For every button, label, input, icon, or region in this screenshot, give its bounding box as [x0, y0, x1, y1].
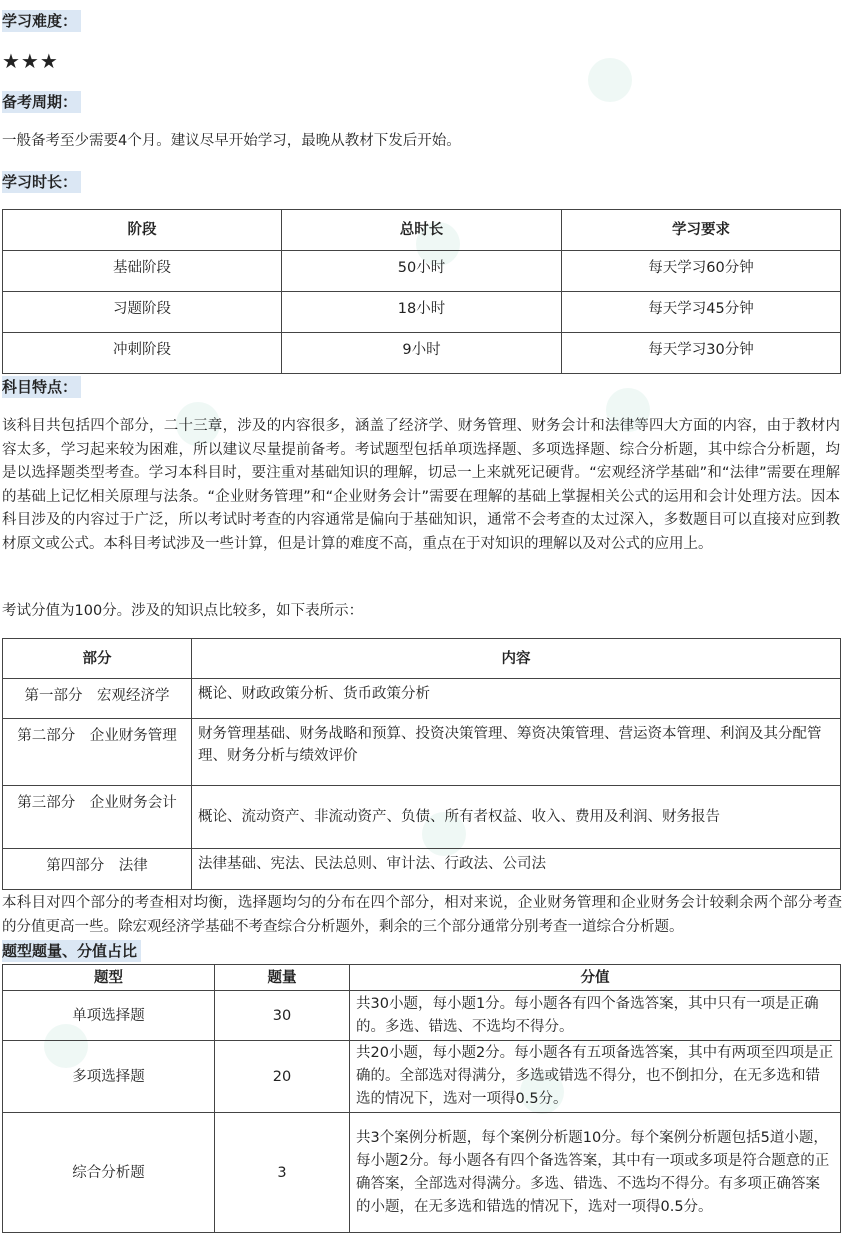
- table-cell: 单项选择题: [3, 991, 215, 1041]
- table-header-row: [3, 639, 841, 679]
- duration-label: 学习时长：: [2, 171, 81, 193]
- duration-table: [2, 209, 841, 374]
- table-header-row: [3, 210, 841, 251]
- features-text: 该科目共包括四个部分，二十三章，涉及的内容很多，涵盖了经济学、财务管理、财务会计和法律等四大方面的内容，由于教材内容太多，学习起来较为困难，所以建议尽量提前备考。考试题型包括单项选择题、多项选择题、综合分析题，其中综合分析题，均是以选择题类型考查。学习本科目时，要注重对基础知识的理解，切忌一上来就死记硬背。“宏观经济学基础”和“法律”需要在理解的基础上记忆相关原理与法条。“企业财务管理”和“企业财务会计”需要在理解的基础上掌握相关公式的运用和会计处理方法。因本科目涉及的内容过于广泛，所以考试时考查的内容通常是偏向于基础知识，通常不会考查的太过深入，多数题目可以直接对应到教材原文或公式。本科目考试涉及一些计算，但是计算的难度不高，重点在于对知识的理解以及对公式的应用上。: [2, 418, 840, 552]
- period-label: 备考周期：: [2, 91, 81, 113]
- table-cell: 每天学习45分钟: [562, 292, 841, 333]
- balance-text: 本科目对四个部分的考查相对均衡，选择题均匀的分布在四个部分，相对来说，企业财务管理和企业财务会计较剩余两个部分考查的分值更高一些。除宏观经济学基础不考查综合分析题外，剩余的三个部分通常分别考查一道综合分析题。: [2, 895, 842, 935]
- period-text: 一般备考至少需要4个月。建议尽早开始学习，最晚从教材下发后开始。: [2, 133, 461, 149]
- table-cell: 每天学习60分钟: [562, 251, 841, 292]
- table-header-cell: 内容: [192, 639, 841, 679]
- table-row: [3, 849, 841, 890]
- table-header-cell: 题量: [215, 965, 350, 991]
- watermark-logo: [588, 58, 632, 102]
- table-cell: 第四部分 法律: [3, 849, 192, 890]
- table-row: [3, 991, 841, 1041]
- features-label: 科目特点：: [2, 376, 81, 398]
- table-cell: 共20小题，每小题2分。每小题各有五项备选答案，其中有两项至四项是正确的。全部选对得满分，多选或错选不得分，也不倒扣分，在无多选和错选的情况下，选对一项得0.5分。: [350, 1041, 841, 1113]
- table-cell: 3: [215, 1113, 350, 1233]
- table-header-cell: 总时长: [282, 210, 562, 251]
- table-row: [3, 333, 841, 374]
- duration-label-wrap: [2, 171, 81, 193]
- table-cell: 多项选择题: [3, 1041, 215, 1113]
- table-header-cell: 阶段: [3, 210, 282, 251]
- table-row: [3, 719, 841, 786]
- table-cell: 20: [215, 1041, 350, 1113]
- table-header-cell: 学习要求: [562, 210, 841, 251]
- table-header-cell: 分值: [350, 965, 841, 991]
- table-cell: 基础阶段: [3, 251, 282, 292]
- table-row: [3, 292, 841, 333]
- table-row: [3, 786, 841, 849]
- difficulty-stars: ★★★: [2, 49, 59, 73]
- table-cell: 50小时: [282, 251, 562, 292]
- table-row: [3, 251, 841, 292]
- parts-table: [2, 638, 841, 890]
- table-row: [3, 1113, 841, 1233]
- table-cell: 财务管理基础、财务战略和预算、投资决策管理、筹资决策管理、营运资本管理、利润及其分配管理、财务分析与绩效评价: [192, 719, 841, 786]
- qtype-label-wrap: [2, 940, 141, 962]
- table-cell: 每天学习30分钟: [562, 333, 841, 374]
- table-cell: 概论、流动资产、非流动资产、负债、所有者权益、收入、费用及利润、财务报告: [192, 786, 841, 849]
- table-cell: 习题阶段: [3, 292, 282, 333]
- table-cell: 共3个案例分析题，每个案例分析题10分。每个案例分析题包括5道小题，每小题2分。每小题各有四个备选答案，其中有一项或多项是符合题意的正确答案，全部选对得满分。多选、错选、不选均不得分。有多项正确答案的小题，在无多选和错选的情况下，选对一项得0.5分。: [350, 1113, 841, 1233]
- difficulty-label: 学习难度：: [2, 10, 81, 32]
- table-row: [3, 1041, 841, 1113]
- qtype-table: [2, 964, 841, 1233]
- table-header-cell: 题型: [3, 965, 215, 991]
- table-cell: 冲刺阶段: [3, 333, 282, 374]
- table-row: [3, 679, 841, 719]
- table-cell: 18小时: [282, 292, 562, 333]
- table-cell: 综合分析题: [3, 1113, 215, 1233]
- table-cell: 30: [215, 991, 350, 1041]
- table-cell: 9小时: [282, 333, 562, 374]
- table-header-cell: 部分: [3, 639, 192, 679]
- difficulty-label-wrap: [2, 10, 81, 32]
- table-cell: 法律基础、宪法、民法总则、审计法、行政法、公司法: [192, 849, 841, 890]
- score-intro: 考试分值为100分。涉及的知识点比较多，如下表所示：: [2, 603, 364, 619]
- table-cell: 第三部分 企业财务会计: [3, 786, 192, 849]
- table-cell: 概论、财政政策分析、货币政策分析: [192, 679, 841, 719]
- features-label-wrap: [2, 376, 81, 398]
- table-cell: 共30小题，每小题1分。每小题各有四个备选答案，其中只有一项是正确的。多选、错选、不选均不得分。: [350, 991, 841, 1041]
- qtype-label: 题型题量、分值占比: [2, 940, 141, 962]
- table-cell: 第一部分 宏观经济学: [3, 679, 192, 719]
- table-header-row: [3, 965, 841, 991]
- table-cell: 第二部分 企业财务管理: [3, 719, 192, 786]
- period-label-wrap: [2, 91, 81, 113]
